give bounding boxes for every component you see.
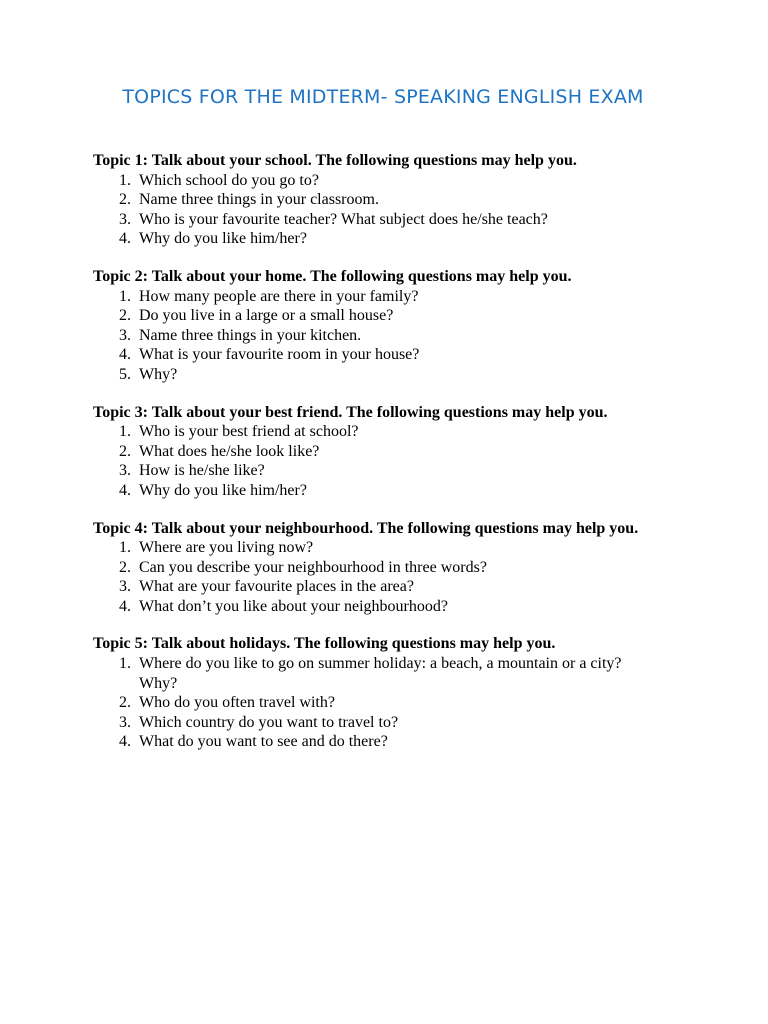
question-text: Do you live in a large or a small house? (139, 307, 394, 325)
question-text: What is your favourite room in your house? (139, 346, 420, 364)
question-number: 1. (119, 539, 131, 557)
question-text: Why? (139, 365, 178, 383)
question-item (93, 461, 659, 481)
question-text: Who is your best friend at school? (139, 423, 359, 441)
question-text: What don’t you like about your neighbourhood? (139, 597, 448, 615)
question-number: 1. (119, 423, 131, 441)
question-item (93, 713, 659, 733)
question-number: 2. (119, 694, 131, 712)
question-number: 4. (119, 733, 131, 751)
topic-heading: Topic 4: Talk about your neighbourhood. The following questions may help you. (93, 519, 639, 537)
question-item (93, 287, 659, 307)
question-number: 4. (119, 346, 131, 364)
question-text: Which school do you go to? (139, 171, 319, 189)
question-number: 1. (119, 171, 131, 189)
question-number: 2. (119, 307, 131, 325)
question-text: How is he/she like? (139, 462, 265, 480)
question-text: What do you want to see and do there? (139, 733, 388, 751)
question-number: 5. (119, 365, 131, 383)
topic-4 (93, 519, 683, 617)
question-number: 4. (119, 597, 131, 615)
question-item (93, 190, 659, 210)
question-text: How many people are there in your family? (139, 287, 419, 305)
question-text: Why do you like him/her? (139, 230, 307, 248)
question-item (93, 422, 659, 442)
question-list (93, 538, 683, 616)
question-text: Why do you like him/her? (139, 481, 307, 499)
question-text: Name three things in your kitchen. (139, 326, 362, 344)
question-item (93, 210, 659, 230)
question-text: Who do you often travel with? (139, 694, 335, 712)
question-number: 1. (119, 655, 131, 673)
question-number: 3. (119, 210, 131, 228)
question-item (93, 326, 659, 346)
topic-1 (93, 151, 683, 249)
question-item (93, 654, 659, 693)
question-item (93, 345, 659, 365)
question-list (93, 171, 683, 249)
topic-heading: Topic 1: Talk about your school. The following questions may help you. (93, 152, 577, 169)
question-item (93, 577, 659, 597)
question-text: Name three things in your classroom. (139, 191, 379, 209)
question-text: Can you describe your neighbourhood in three words? (139, 558, 487, 576)
question-text: Where do you like to go on summer holiday: a beach, a mountain or a city? Why? (139, 655, 622, 692)
question-item (93, 442, 659, 462)
question-item (93, 732, 659, 752)
question-number: 1. (119, 287, 131, 305)
question-list (93, 422, 683, 500)
question-text: Where are you living now? (139, 539, 314, 557)
question-text: What are your favourite places in the area? (139, 578, 414, 596)
question-number: 2. (119, 442, 131, 460)
question-number: 3. (119, 326, 131, 344)
question-number: 3. (119, 713, 131, 731)
question-item (93, 365, 659, 385)
document-body (93, 151, 683, 770)
question-item (93, 597, 659, 617)
question-text: What does he/she look like? (139, 442, 320, 460)
question-item (93, 693, 659, 713)
topic-heading: Topic 3: Talk about your best friend. The following questions may help you. (93, 403, 608, 421)
topic-heading: Topic 2: Talk about your home. The following questions may help you. (93, 267, 572, 285)
question-number: 3. (119, 462, 131, 480)
question-number: 2. (119, 558, 131, 576)
topic-3 (93, 403, 683, 501)
question-item (93, 538, 659, 558)
question-list (93, 287, 683, 385)
question-item (93, 481, 659, 501)
question-number: 2. (119, 191, 131, 209)
question-text: Who is your favourite teacher? What subject does he/she teach? (139, 210, 548, 228)
question-list (93, 654, 683, 752)
topic-5 (93, 634, 683, 752)
question-item (93, 171, 659, 191)
topic-heading: Topic 5: Talk about holidays. The following questions may help you. (93, 635, 556, 653)
document-title: TOPICS FOR THE MIDTERM- SPEAKING ENGLISH EXAM (122, 86, 644, 108)
question-item (93, 306, 659, 326)
question-number: 3. (119, 578, 131, 596)
question-number: 4. (119, 481, 131, 499)
question-text: Which country do you want to travel to? (139, 713, 399, 731)
topic-2 (93, 267, 683, 385)
question-number: 4. (119, 230, 131, 248)
question-item (93, 229, 659, 249)
question-item (93, 558, 659, 578)
